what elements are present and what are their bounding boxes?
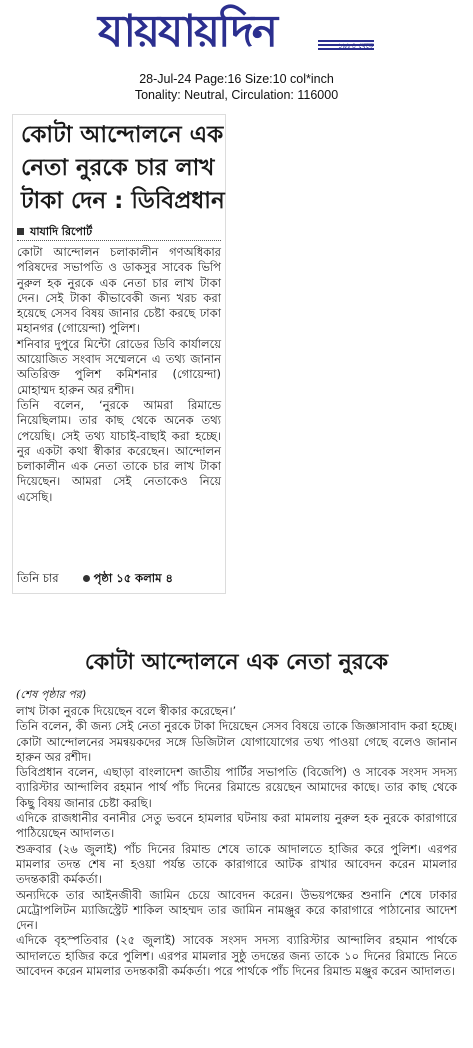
paragraph: কোটা আন্দোলন চলাকালীন গণঅধিকার পরিষদের সভাপতি ও ডাকসুর সাবেক ভিপি নুরুল হক নুরকে এক নেতা চার লাখ টাকা দেন। সেই টাকা কীভাবেকী জন্য খরচ করা হয়েছে সেসব বিষয় জানার চেষ্টা করছে ঢাকা মহানগর (গোয়েন্দা) পুলিশ। <box>17 245 221 336</box>
paragraph: অন্যদিকে তার আইনজীবী জামিন চেয়ে আবেদন করেন। উভয়পক্ষের শুনানি শেষে ঢাকার মেট্রোপলিটন ম্যাজিস্ট্রেট শাকিল আহম্মদ তার জামিন নামঞ্জুর করে কারাগারে পাঠানোর আদেশ দেন। <box>16 887 457 933</box>
paragraph: ডিবিপ্রধান বলেন, এছাড়া বাংলাদেশ জাতীয় পার্টির সভাপতি (বিজেপি) ও সাবেক সংসদ সদস্য ব্যারিস্টার আন্দালিব রহমান পার্থ পাঁচ দিনের রিমান্ডে রয়েছেন আমাদের কাছে। তার কাছ থেকে কিছু বিষয় জানার চেষ্টা করছি। <box>16 765 457 810</box>
paragraph: তিনি বলেন, কী জন্য সেই নেতা নুরকে টাকা দিয়েছেন সেসব বিষয়ে তাকে জিজ্ঞাসাবাদ করা হচ্ছে। কোটা আন্দোলনের সমন্বয়কদের সঙ্গে ডিজিটাল যোগাযোগের তথ্য পাওয়া গেছে বলেও জানান হারুন অর রশীদ। <box>16 719 457 764</box>
byline-text: যাযাদি রিপোর্ট <box>30 225 93 238</box>
paragraph: এদিকে রাজধানীর বনানীর সেতু ভবনে হামলার ঘটনায় করা মামলায় নুরুল হক নুরকে কারাগারে পাঠিয়েছেন আদালত। <box>16 811 457 841</box>
bullet-icon <box>83 575 90 582</box>
article-clip-front <box>12 114 226 594</box>
clip-meta-tonality: Tonality: Neutral, Circulation: 116000 <box>134 88 339 102</box>
logo-text: যায়যায়দিন <box>98 6 277 57</box>
paragraph: শনিবার দুপুরে মিন্টো রোডের ডিবি কার্যালয়ে আয়োজিত সংবাদ সম্মেলনে এ তথ্য জানান অতিরিক্ত পুলিশ কমিশনার (গোয়েন্দা) মোহাম্মদ হারুন অর রশীদ। <box>17 336 221 397</box>
paragraph: তিনি বলেন, ‘নুরকে আমরা রিমান্ডে নিয়েছিলাম। তার কাছ থেকে অনেক তথ্য পেয়েছি। সেই তথ্য যাচাই-বাছাই করা হচ্ছে। নুর একটা কথা স্বীকার করেছেন। আন্দোলন চলাকালীন এক নেতা তাকে চার লাখ টাকা দিয়েছেন। আমরা সেই নেতাকেও নিয়ে এসেছি। <box>17 397 221 504</box>
masthead <box>0 0 473 102</box>
paragraph: শুক্রবার (২৬ জুলাই) পাঁচ দিনের রিমান্ড শেষে তাকে আদালতে হাজির করে পুলিশ। এরপর মামলার তদন্ত শেষ না হওয়া পর্যন্ত তাকে কারাগারে আটক রাখার আবেদন করেন মামলার তদন্তকারী কর্মকর্তা। <box>16 841 457 887</box>
article-headline: কোটা আন্দোলনে এক নেতা নুরকে চার লাখ টাকা দেন : ডিবিপ্রধান <box>21 122 225 214</box>
continued-note: (শেষ পৃষ্ঠার পর) <box>16 688 87 701</box>
continuation-ref: পৃষ্ঠা ১৫ কলাম ৪ <box>93 571 173 585</box>
logo-year: ১৯৮৪ থেকে <box>338 42 374 50</box>
article-headline: কোটা আন্দোলনে এক নেতা নুরকে <box>84 650 389 675</box>
paragraph: লাখ টাকা নুরকে দিয়েছেন বলে স্বীকার করেছেন।’ <box>16 704 237 718</box>
paragraph: এদিকে বৃহস্পতিবার (২৫ জুলাই) সাবেক সংসদ সদস্য ব্যারিস্টার আন্দালিব রহমান পার্থকে আদালতে হাজির করে পুলিশ। এরপর মামলার সুষ্ঠু তদন্তের জন্য তাকে ১০ দিনের রিমান্ডে নিতে আবেদন করেন মামলার তদন্তকারী কর্মকর্তা। পরে পার্থকে পাঁচ দিনের রিমান্ড মঞ্জুর করেন আদালত। <box>16 933 457 979</box>
continuation-text: তিনি চার <box>17 571 59 585</box>
continuation-line <box>17 571 221 586</box>
byline-divider <box>17 240 221 241</box>
article-clip-continued <box>12 644 461 1040</box>
clip-meta-date-size: 28-Jul-24 Page:16 Size:10 col*inch <box>139 72 334 86</box>
byline-square-icon <box>17 228 24 235</box>
article-body <box>17 245 221 505</box>
article-body <box>16 704 457 979</box>
newspaper-logo <box>98 4 376 62</box>
